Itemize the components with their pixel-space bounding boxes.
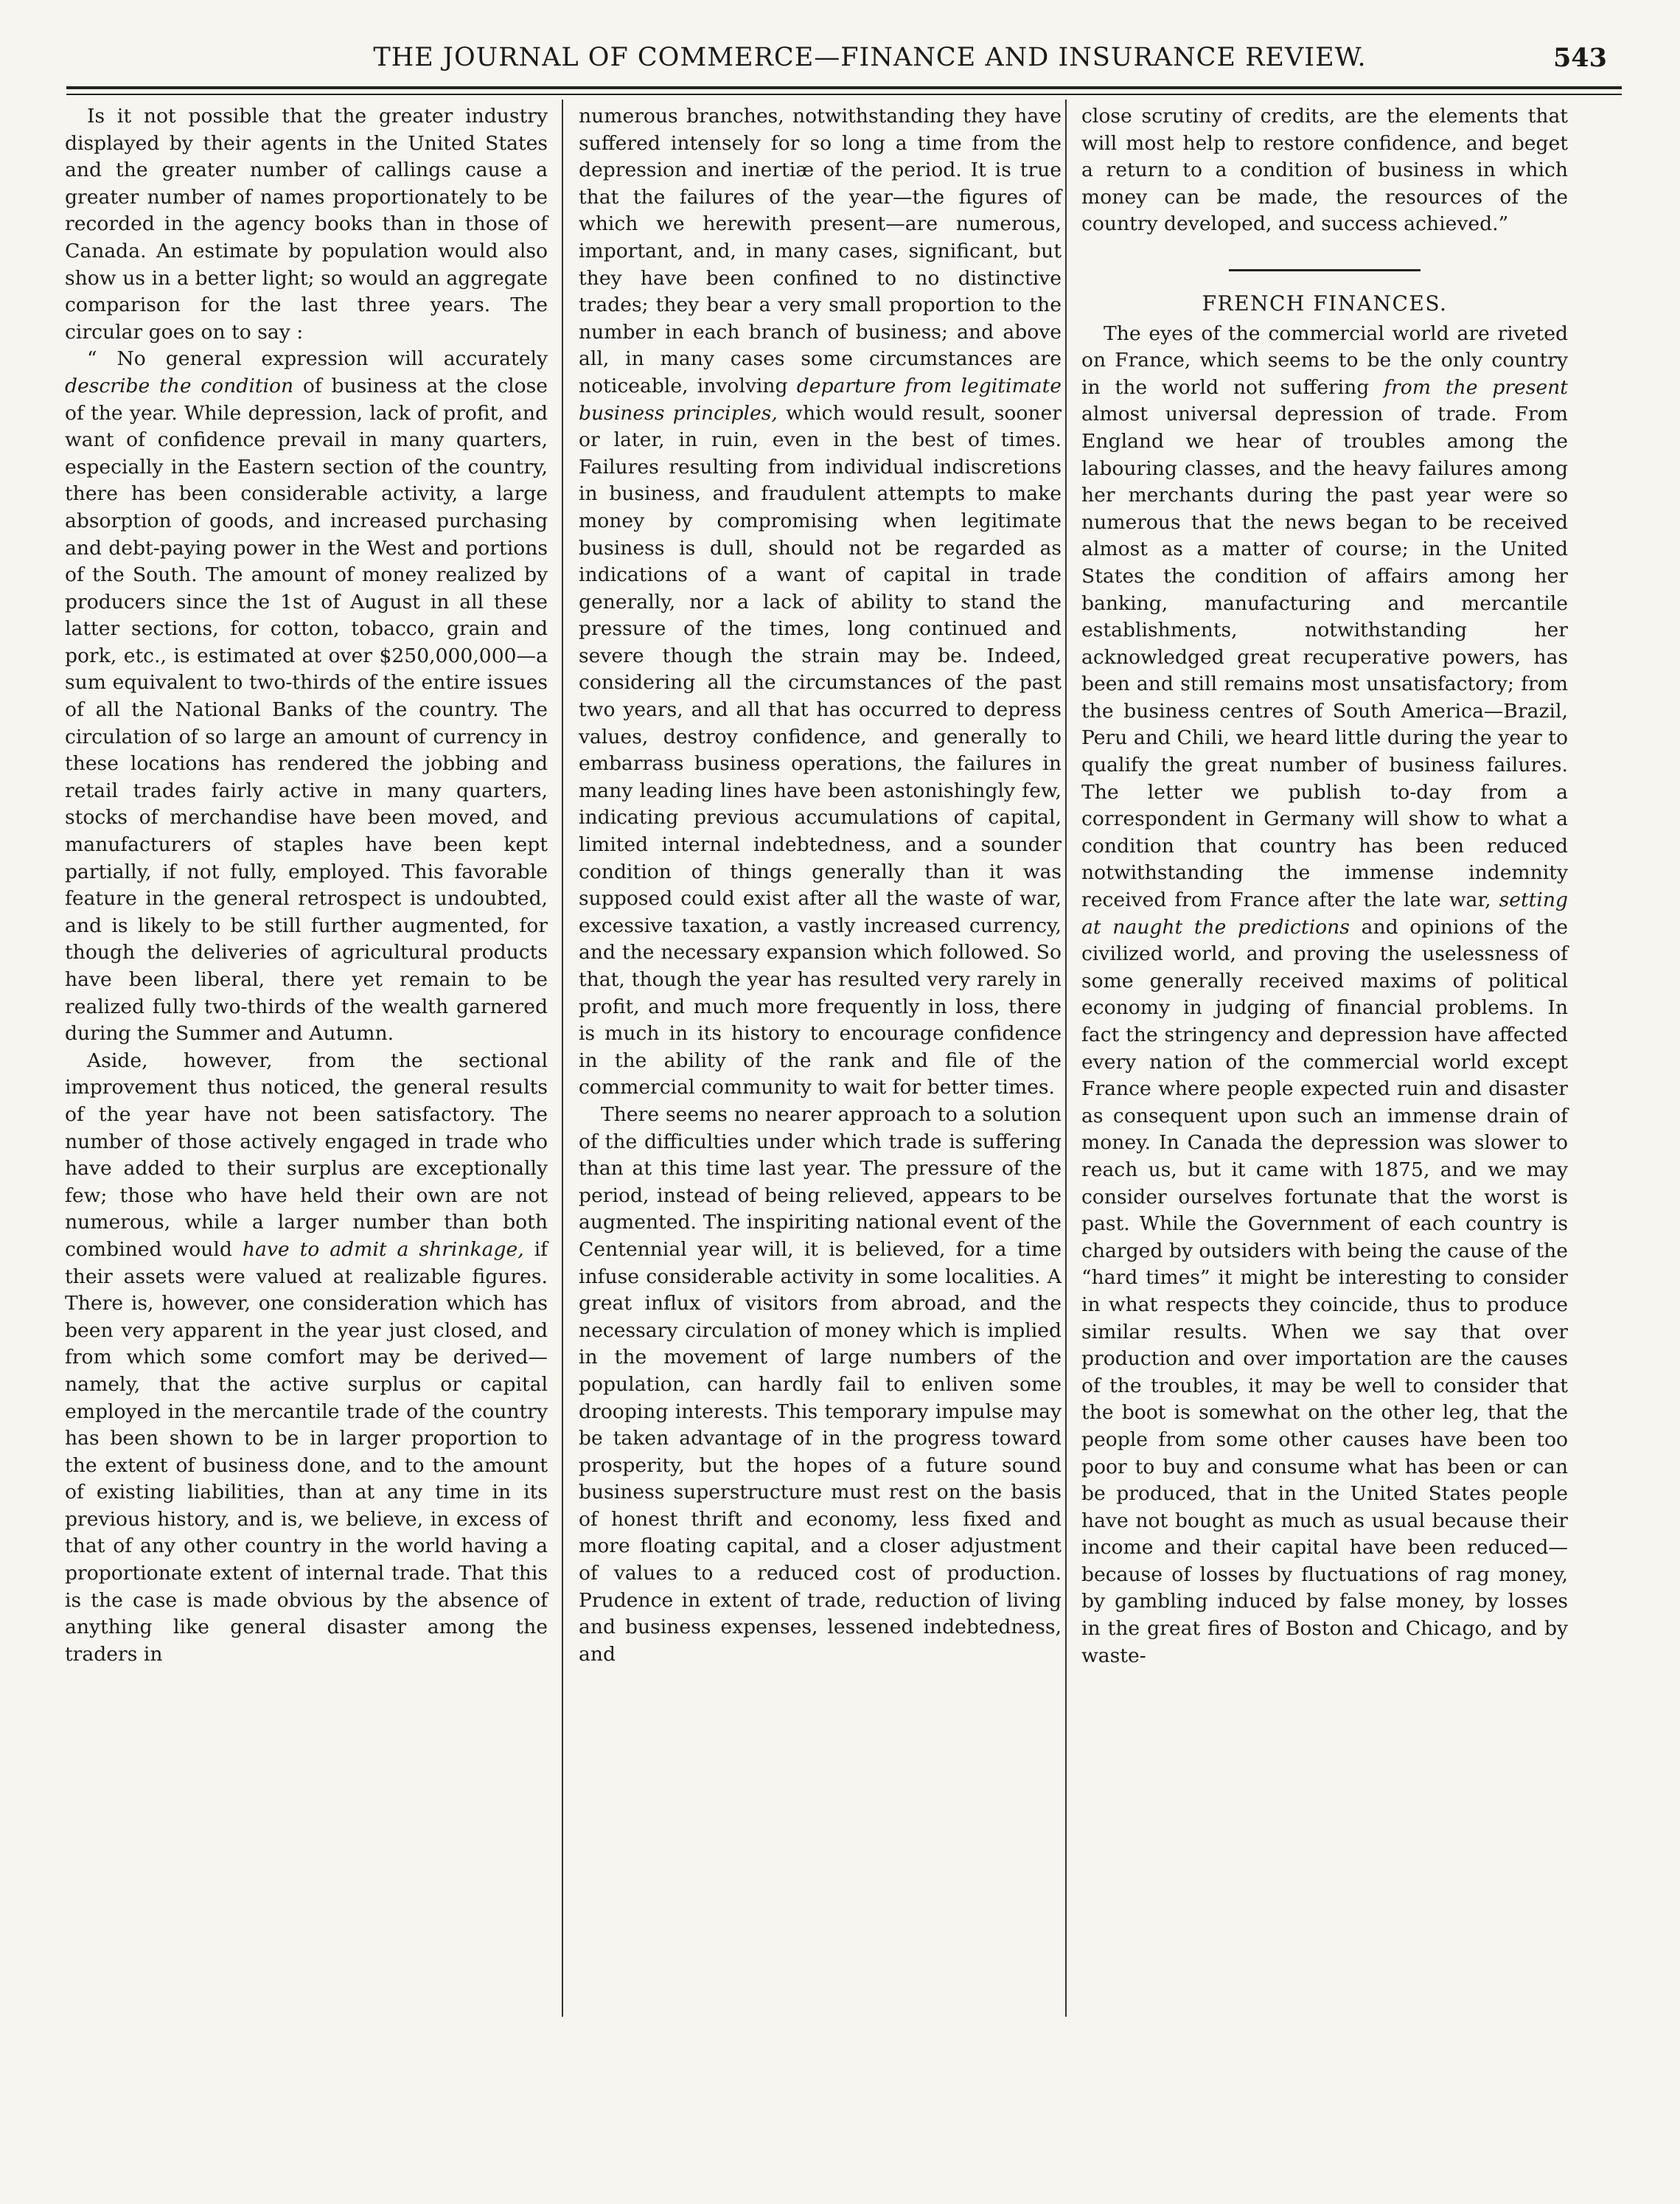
section-divider (1229, 269, 1421, 271)
text-run: if their assets were valued at realizable figures. There is, however, one consideration which has been very apparent in the year just closed, and from which some comfort may be derived—namely, that the active surplus or capital employed in the mercantile trade of the country has been shown to be in larger proportion to the extent of business done, and to the amount of existing liabilities, than at any time in its previous history, and is, we believe, in excess of that of any other country in the world having a proportionate extent of internal trade. That this is the case is made obvious by the absence of anything like general disaster among the traders in (65, 1237, 548, 1666)
italic-run: departure from legitimate business principles, (579, 374, 1062, 425)
column-1 (65, 103, 548, 1668)
text-run: almost universal depression of trade. From England we hear of troubles among the labouring classes, and the heavy failures among her merchants during the past year were so numerous that the news began to be received almost as a matter of course; in the United States the condition of affairs among her banking, manufacturing and mercantile establishments, notwithstanding her acknowledged great recuperative powers, has been and still remains most unsatisfactory; from the business centres of South America—Brazil, Peru and Chili, we heard little during the year to qualify the great number of business failures. The letter we publish to-day from a correspondent in Germany will show to what a condition that country has been reduced notwithstanding the immense indemnity received from France after the late war, (1081, 403, 1568, 912)
page-header (66, 43, 1622, 87)
text-run: Is it not possible that the greater industry displayed by their agents in the United States and the greater number of callings cause a greater number of names proportionately to be recorded in the agency books than in those of Canada. An estimate by population would also show us in a better light; so would an aggregate comparison for the last three years. The circular goes on to say : (65, 105, 548, 344)
italic-run: describe the condition (65, 374, 294, 397)
column-3 (1081, 103, 1568, 1669)
paragraph (1081, 103, 1568, 238)
paragraph (65, 346, 548, 1047)
text-run: Aside, however, from the sectional improvement thus noticed, the general results of the year have not been satisfactory. The number of those actively engaged in trade who have added to their surplus are exceptionally few; those who have held their own are not numerous, while a larger number than both combined would (65, 1049, 548, 1261)
column-divider (562, 100, 563, 2017)
paragraph (65, 1048, 548, 1669)
text-run: There seems no nearer approach to a solution of the difficulties under which trade is suffering than at this time last year. The pressure of the period, instead of being relieved, appears to be augmented. The inspiriting national event of the Centennial year will, it is believed, for a time infuse considerable activity in some localities. A great influx of visitors from abroad, and the necessary circulation of money which is implied in the movement of large numbers of the population, can hardly fail to enliven some drooping interests. This temporary impulse may be taken advantage of in the progress toward prosperity, but the hopes of a future sound business superstructure must rest on the basis of honest thrift and economy, less fixed and more floating capital, and a closer adjustment of values to a reduced cost of production. Prudence in extent of trade, reduction of living and business expenses, lessened indebtedness, and (579, 1102, 1062, 1666)
paragraph (579, 103, 1062, 1102)
paragraph (65, 103, 548, 346)
header-rule-thin (66, 94, 1622, 95)
running-title: THE JOURNAL OF COMMERCE—FINANCE AND INSURANCE REVIEW. (373, 43, 1367, 72)
text-run: close scrutiny of credits, are the elements that will most help to restore confidence, and beget a return to a condition of business in which money can be made, the resources of the country developed, and success achieved.” (1081, 105, 1568, 236)
text-run: “ No general expression will accurately (87, 347, 548, 371)
text-run: numerous branches, notwithstanding they have suffered intensely for so long a time from the depression and inertiæ of the period. It is true that the failures of the year—the figures of which we herewith present—are numerous, important, and, in many cases, significant, but they have been confined to no distinctive trades; they bear a very small proportion to the number in each branch of business; and above all, in many cases some circumstances are noticeable, involving (579, 105, 1062, 397)
column-2 (579, 103, 1062, 1668)
text-run: which would result, sooner or later, in ruin, even in the best of times. Failures resulting from individual indiscretions in business, and fraudulent attempts to make money by compromising when legitimate business is dull, should not be regarded as indications of a want of capital in trade generally, nor a lack of ability to stand the pressure of the times, long continued and severe though the strain may be. Indeed, considering all the circumstances of the past two years, and all that has occurred to depress values, destroy confidence, and generally to embarrass business operations, the failures in many leading lines have been astonishingly few, indicating previous accumulations of capital, limited internal indebtedness, and a sounder condition of things generally than it was supposed could exist after all the waste of war, excessive taxation, a vastly increased currency, and the necessary expansion which followed. So that, though the year has resulted very rarely in profit, and much more frequently in loss, there is much in its history to encourage confidence in the ability of the rank and file of the commercial community to wait for better times. (579, 401, 1062, 1099)
section-heading: FRENCH FINANCES. (1202, 291, 1448, 316)
paragraph (1081, 321, 1568, 1670)
paragraph (579, 1102, 1062, 1668)
text-run: and opinions of the civilized world, and proving the uselessness of some generally received maxims of political economy in judging of financial problems. In fact the stringency and depression have affected every nation of the commercial world except France where people expected ruin and disaster as consequent upon such an immense drain of money. In Canada the depression was slower to reach us, but it came with 1875, and we may consider ourselves fortunate that the worst is past. While the Government of each country is charged by outsiders with being the cause of the “hard times” it might be interesting to consider in what respects they coincide, thus to produce similar results. When we say that over production and over importation are the causes of the troubles, it may be well to consider that the boot is somewhat on the other leg, that the people from some other causes have been too poor to buy and consume what has been or can be produced, that in the United States people have not bought as much as usual because their income and their capital have been reduced—because of losses by fluctuations of rag money, by gambling induced by false money, by losses in the great fires of Boston and Chicago, and by waste- (1081, 915, 1568, 1667)
italic-run: from the present (1384, 375, 1568, 399)
italic-run: setting at naught the predictions (1081, 889, 1568, 939)
text-run: of business at the close of the year. While depression, lack of profit, and want of confidence prevail in many quarters, especially in the Eastern section of the country, there has been considerable activity, a large absorption of goods, and increased purchasing and debt-paying power in the West and portions of the South. The amount of money realized by producers since the 1st of August in all these latter sections, for cotton, tobacco, grain and pork, etc., is estimated at over $250,000,000—a sum equivalent to two-thirds of the entire issues of all the National Banks of the country. The circulation of so large an amount of currency in these locations has rendered the jobbing and retail trades fairly active in many quarters, stocks of merchandise have been moved, and manufacturers of staples have been kept partially, if not fully, employed. This favorable feature in the general retrospect is undoubted, and is likely to be still further augmented, for though the deliveries of agricultural products have been liberal, there yet remain to be realized fully two-thirds of the wealth garnered during the Summer and Autumn. (65, 374, 548, 1046)
column-divider (1065, 100, 1067, 2017)
header-rule-thick (66, 86, 1622, 89)
text-run: The eyes of the commercial world are riveted on France, which seems to be the only country in the world not suffering (1081, 321, 1568, 399)
page-number: 543 (1552, 43, 1607, 73)
italic-run: have to admit a shrinkage, (242, 1237, 524, 1261)
